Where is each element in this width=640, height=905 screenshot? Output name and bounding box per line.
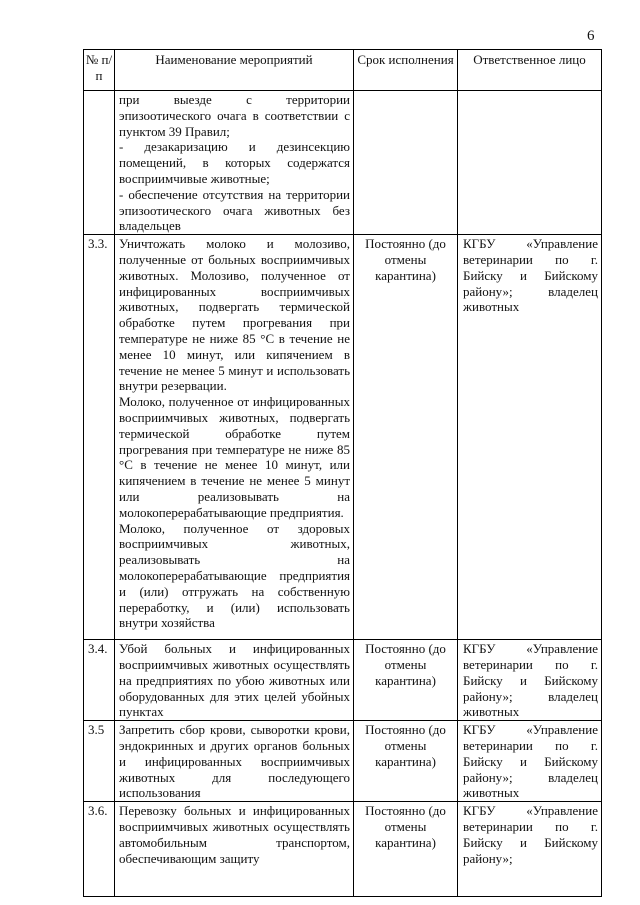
row-paragraph: Убой больных и инфицированных восприимчивых животных осуществлять на предприятиях по убою животных или оборудованных для этих целей убойных пунктах [119, 641, 350, 720]
measures-table [83, 49, 602, 897]
row-description [115, 640, 354, 721]
row-description [115, 91, 354, 235]
header-term: Срок исполнения [354, 50, 458, 91]
row-responsible [458, 91, 602, 235]
row-description [115, 235, 354, 640]
row-paragraph: - обеспечение отсутствия на территории эпизоотического очага животных без владельцев [119, 186, 350, 234]
table-row [84, 640, 602, 721]
row-paragraph: Молоко, полученное от инфицированных восприимчивых животных, подвергать термической обработке путем прогревания при температуре не ниже 85 °С в течение не менее 10 минут, или кипячением в течение не менее 5 минут или реализовывать на молокоперерабатывающие предприятия. [119, 394, 350, 520]
table-row [84, 721, 602, 802]
row-paragraph: при выезде с территории эпизоотического очага в соответствии с пунктом 39 Правил; [119, 92, 350, 139]
header-responsible: Ответственное лицо [458, 50, 602, 91]
header-name: Наименование мероприятий [115, 50, 354, 91]
row-paragraph: Запретить сбор крови, сыворотки крови, эндокринных и других органов больных и инфицированных восприимчивых животных для последующего использования [119, 722, 350, 801]
row-description [115, 721, 354, 802]
row-term [354, 91, 458, 235]
row-number: 3.4. [84, 640, 115, 721]
row-term: Постоянно (до отмены карантина) [354, 235, 458, 640]
row-responsible: КГБУ «Управление ветеринарии по г. Бийску и Бийскому району»; [458, 802, 602, 897]
row-number: 3.3. [84, 235, 115, 640]
row-term: Постоянно (до отмены карантина) [354, 640, 458, 721]
row-number: 3.6. [84, 802, 115, 897]
table-row [84, 91, 602, 235]
table-header-row [84, 50, 602, 91]
row-paragraph: Молоко, полученное от здоровых восприимчивых животных, реализовывать на молокоперерабатывающие предприятия и (или) отгружать на собственную переработку, и (или) использовать внутри хозяйства [119, 520, 350, 631]
row-number [84, 91, 115, 235]
row-description [115, 802, 354, 897]
row-paragraph: Перевозку больных и инфицированных восприимчивых животных осуществлять автомобильным транспортом, обеспечивающим защиту [119, 803, 350, 866]
row-responsible: КГБУ «Управление ветеринарии по г. Бийску и Бийскому району»; владелец животных [458, 235, 602, 640]
row-term: Постоянно (до отмены карантина) [354, 721, 458, 802]
table-row [84, 802, 602, 897]
page-number: 6 [587, 28, 595, 44]
row-number: 3.5 [84, 721, 115, 802]
row-term: Постоянно (до отмены карантина) [354, 802, 458, 897]
row-responsible: КГБУ «Управление ветеринарии по г. Бийску и Бийскому району»; владелец животных [458, 640, 602, 721]
row-paragraph: Уничтожать молоко и молозиво, полученные от больных восприимчивых животных. Молозиво, полученное от инфицированных восприимчивых животных, подвергать термической обработке путем прогревания при температуре не ниже 85 °С в течение не менее 10 минут, или кипячением в течение не менее 5 минут и использовать внутри резервации. [119, 236, 350, 394]
row-responsible: КГБУ «Управление ветеринарии по г. Бийску и Бийскому району»; владелец животных [458, 721, 602, 802]
table-row [84, 235, 602, 640]
row-paragraph: - дезакаризацию и дезинсекцию помещений, в которых содержатся восприимчивые животные; [119, 139, 350, 186]
header-num: № п/п [84, 50, 115, 91]
